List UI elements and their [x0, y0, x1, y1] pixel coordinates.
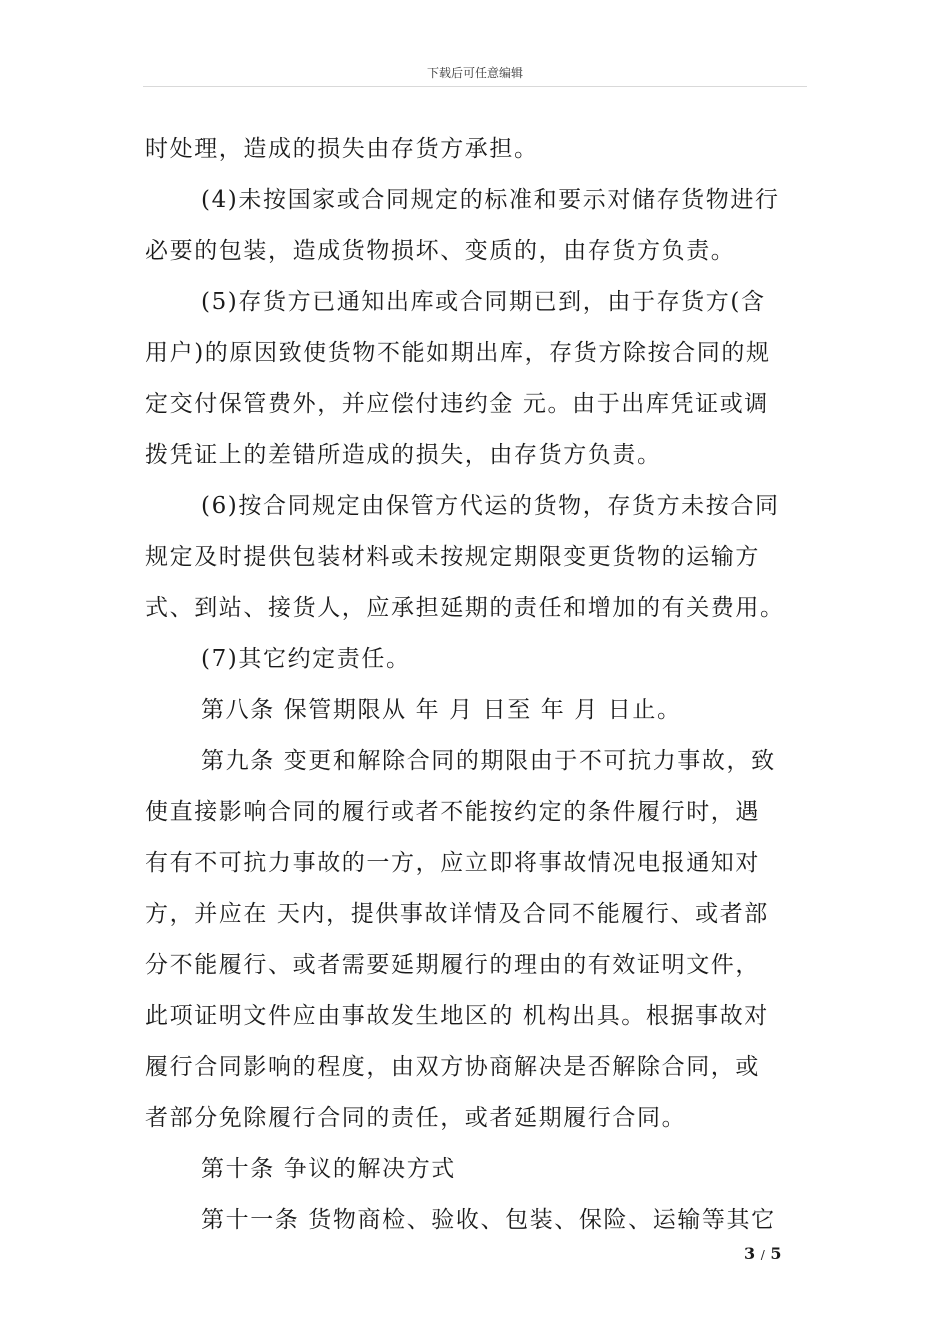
body-line: 用户)的原因致使货物不能如期出库，存货方除按合同的规 — [145, 340, 771, 366]
body-line: 有有不可抗力事故的一方，应立即将事故情况电报通知对 — [145, 850, 760, 876]
body-line: (4)未按国家或合同规定的标准和要示对储存货物进行 — [201, 187, 780, 213]
body-line: 使直接影响合同的履行或者不能按约定的条件履行时，遇 — [145, 799, 760, 825]
document-body — [145, 124, 807, 1246]
page-current: 3 — [744, 1244, 756, 1263]
body-line: (7)其它约定责任。 — [201, 646, 411, 672]
header-divider — [143, 86, 807, 87]
body-line: 规定及时提供包装材料或未按规定期限变更货物的运输方 — [145, 544, 760, 570]
body-line: 式、到站、接货人，应承担延期的责任和增加的有关费用。 — [145, 595, 785, 621]
body-line: (6)按合同规定由保管方代运的货物，存货方未按合同 — [201, 493, 780, 519]
body-line: 第十条 争议的解决方式 — [201, 1156, 456, 1182]
body-line: (5)存货方已通知出库或合同期已到，由于存货方(含 — [201, 289, 766, 315]
body-line: 定交付保管费外，并应偿付违约金 元。由于出库凭证或调 — [145, 391, 769, 417]
body-line: 履行合同影响的程度，由双方协商解决是否解除合同，或 — [145, 1054, 760, 1080]
page-separator: / — [760, 1248, 765, 1262]
body-line: 必要的包装，造成货物损坏、变质的，由存货方负责。 — [145, 238, 736, 264]
header-text: 下载后可任意编辑 — [426, 66, 523, 80]
body-line: 者部分免除履行合同的责任，或者延期履行合同。 — [145, 1105, 687, 1131]
body-line: 此项证明文件应由事故发生地区的 机构出具。根据事故对 — [145, 1003, 769, 1029]
page-total: 5 — [770, 1244, 782, 1263]
body-line: 拨凭证上的差错所造成的损失，由存货方负责。 — [145, 442, 662, 468]
body-line: 第八条 保管期限从 年 月 日至 年 月 日止。 — [201, 697, 682, 723]
body-line: 第九条 变更和解除合同的期限由于不可抗力事故，致 — [201, 748, 776, 774]
page-header — [0, 64, 950, 81]
body-line: 时处理，造成的损失由存货方承担。 — [145, 136, 539, 162]
body-line: 第十一条 货物商检、验收、包装、保险、运输等其它 — [201, 1207, 776, 1233]
body-line: 分不能履行、或者需要延期履行的理由的有效证明文件， — [145, 952, 760, 978]
body-line: 方，并应在 天内，提供事故详情及合同不能履行、或者部 — [145, 901, 769, 927]
page-number — [744, 1244, 781, 1263]
